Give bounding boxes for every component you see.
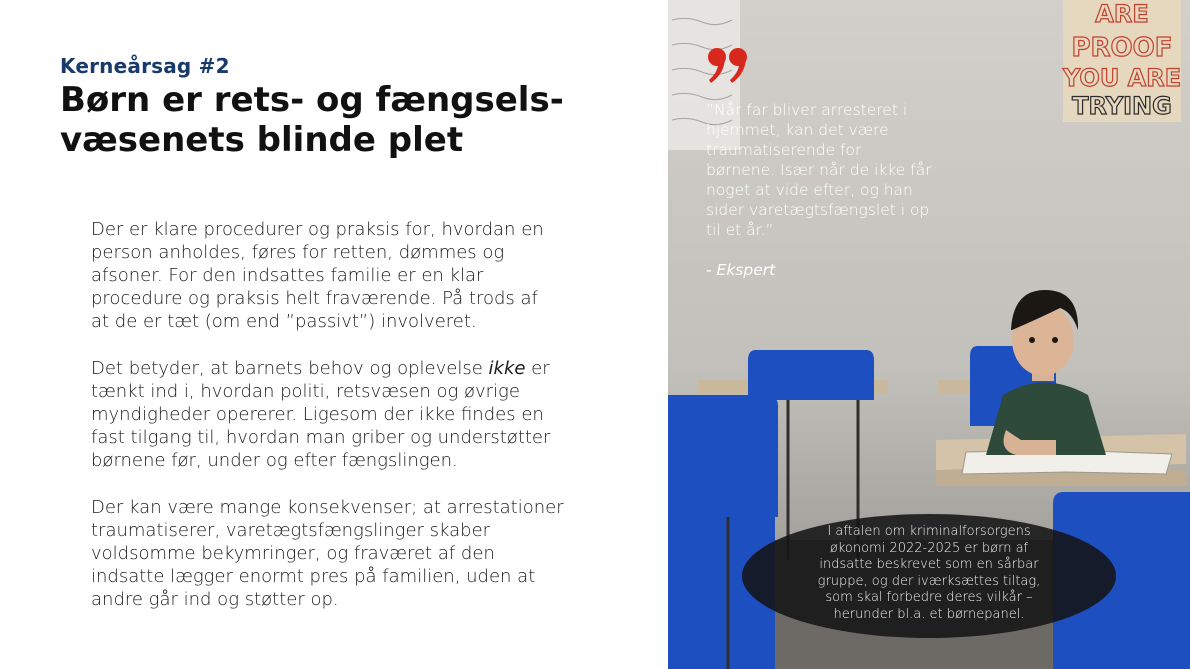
title-line-1: Børn er rets- og fængsels- (60, 80, 564, 120)
quote-line: ”Når far bliver arresteret i (706, 101, 908, 119)
title-line-2: væsenets blinde plet (60, 120, 464, 160)
poster-text: PROOF (1071, 33, 1173, 63)
quote-author: - Ekspert (706, 261, 776, 279)
poster-text: TRYING (1072, 92, 1172, 120)
text-line: at de er tæt (om end ”passivt”) involveret. (91, 311, 477, 332)
callout-text (800, 524, 1058, 623)
paragraph-2 (91, 357, 591, 472)
text-line: andre går ind og støtter op. (91, 589, 339, 610)
page-title (60, 80, 620, 160)
poster-text: ARE (1095, 0, 1149, 28)
text-line: procedure og praksis helt fraværende. På trods af (91, 288, 538, 309)
text-line: person anholdes, føres for retten, dømmes og (91, 242, 505, 263)
body-text (91, 218, 591, 635)
text-segment: Det betyder, at barnets behov og oplevelse (91, 358, 489, 379)
section-eyebrow: Kerneårsag #2 (60, 54, 230, 78)
text-line: tænkt ind i, hvordan politi, retsvæsen og øvrige (91, 381, 520, 402)
text-line: fast tilgang til, hvordan man griber og understøtter (91, 427, 551, 448)
quote-line: sider varetægtsfængslet i op (706, 201, 930, 219)
text-line: afsoner. For den indsattes familie er en klar (91, 265, 484, 286)
callout-line: gruppe, og der iværksættes tiltag, (817, 573, 1041, 589)
emphasis-ikke: ikke (488, 358, 526, 379)
quote-line: noget at vide efter, og han (706, 181, 913, 199)
paragraph-3 (91, 496, 591, 611)
paragraph-1 (91, 218, 591, 333)
quote-line: hjemmet, kan det være (706, 121, 889, 139)
text-segment: er (525, 358, 550, 379)
callout-line: som skal forbedre deres vilkår – (825, 590, 1033, 605)
text-line (91, 357, 591, 380)
callout-line: indsatte beskrevet som en sårbar (819, 557, 1039, 572)
quote-mark-icon (706, 45, 750, 85)
text-line: voldsomme bekymringer, og fraværet af den (91, 543, 495, 564)
text-line: Der kan være mange konsekvenser; at arrestationer (91, 497, 564, 518)
quote-line: traumatiserende for (706, 141, 862, 159)
quote-line: til et år.” (706, 221, 774, 239)
quote-line: børnene. Især når de ikke får (706, 161, 932, 179)
poster-text: YOU ARE (1062, 64, 1182, 92)
text-line: traumatiserer, varetægtsfængslinger skaber (91, 520, 491, 541)
callout-line: I aftalen om kriminalforsorgens (827, 524, 1031, 539)
callout-line: herunder bl.a. et børnepanel. (833, 606, 1025, 622)
text-line: børnene før, under og efter fængslingen. (91, 450, 458, 471)
text-line: indsatte lægger enormt pres på familien, uden at (91, 566, 536, 587)
text-line: myndigheder opererer. Ligesom der ikke findes en (91, 404, 544, 425)
callout-line: økonomi 2022-2025 er børn af (829, 540, 1029, 556)
text-line: Der er klare procedurer og praksis for, hvordan en (91, 219, 544, 240)
expert-quote (706, 100, 946, 240)
